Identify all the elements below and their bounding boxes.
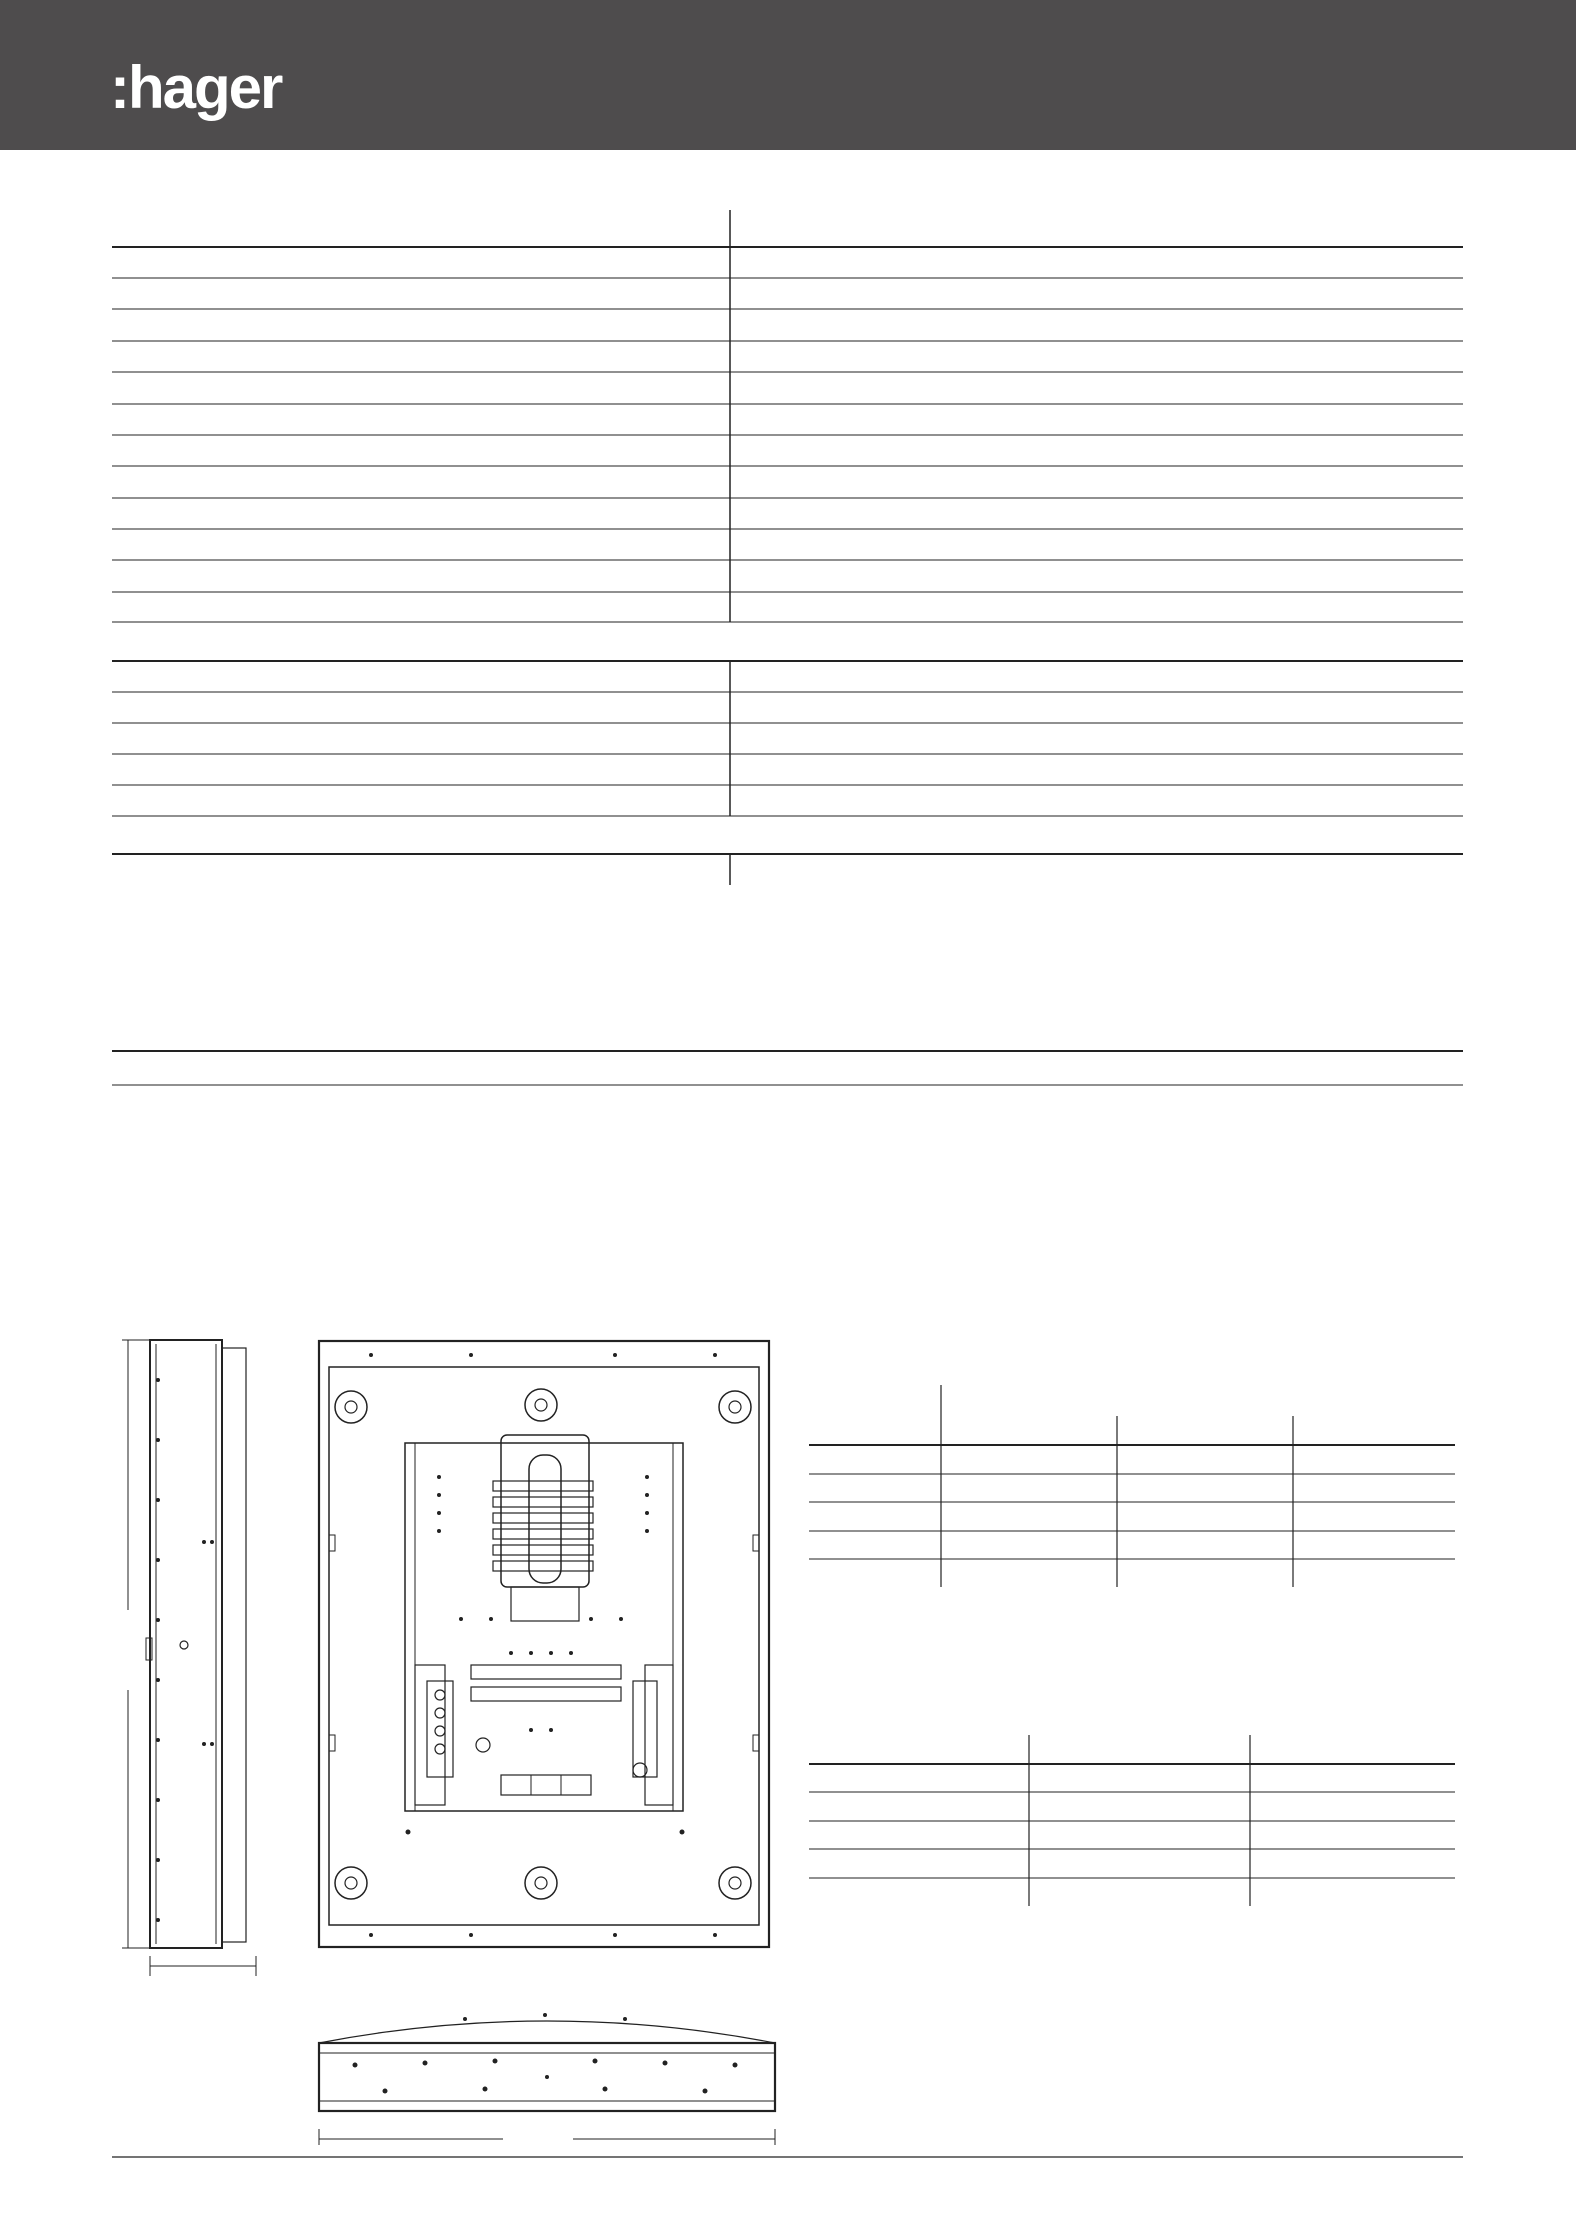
bottom-view-drawing (305, 2005, 790, 2145)
dimension-table-b (809, 1735, 1455, 1906)
hager-logo: :hager (110, 54, 282, 121)
spec-table-3 (112, 854, 1463, 885)
dimension-table-a (809, 1385, 1455, 1587)
spec-table-2 (112, 661, 1463, 816)
spec-table-4 (112, 1051, 1463, 1085)
spec-table-1 (112, 210, 1463, 622)
front-view-drawing (315, 1335, 775, 1955)
side-view-drawing (120, 1330, 270, 1980)
